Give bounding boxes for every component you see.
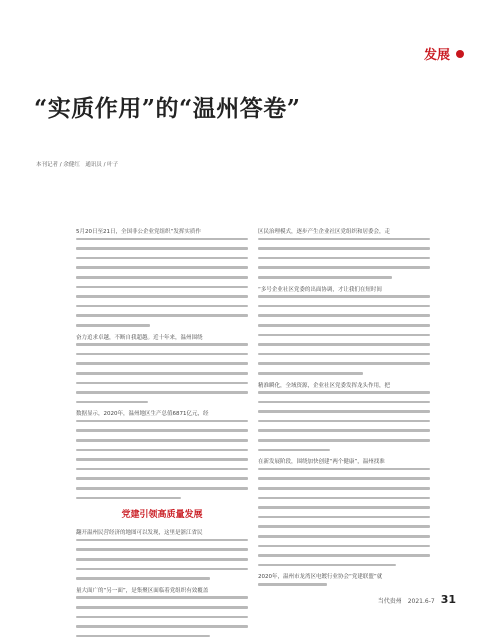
- paragraph: [76, 228, 248, 327]
- text-line: [76, 596, 248, 599]
- text-line: [76, 382, 248, 385]
- body-column-right: [258, 228, 430, 593]
- text-line: [76, 276, 248, 279]
- text-line: [258, 362, 430, 365]
- paragraph: [258, 286, 430, 375]
- text-line: [76, 558, 248, 561]
- text-line: [76, 548, 248, 551]
- text-line: [76, 257, 248, 260]
- text-line: [76, 391, 248, 394]
- text-line: [76, 449, 248, 452]
- paragraph-lead: 在新发展阶段，围绕加快创建“两个健康”，温州找准: [258, 459, 385, 466]
- article-title: “实质作用”的“温州答卷”: [34, 95, 301, 122]
- text-line: [76, 420, 248, 423]
- text-line: [258, 372, 363, 375]
- text-line: [76, 539, 248, 542]
- page-footer: [378, 593, 456, 606]
- paragraph: [76, 587, 248, 638]
- paragraph-lead: 奋力追求卓越，不断自我超越。近十年来，温州围绕: [76, 334, 203, 341]
- text-line: [258, 439, 430, 442]
- text-line: [258, 516, 430, 519]
- text-line: [258, 535, 430, 538]
- text-line: [76, 577, 210, 580]
- paragraph-lead: 量大面广的“另一面”，是集聚区面临着党组织有效覆盖: [76, 587, 209, 594]
- text-line: [76, 439, 248, 442]
- text-line: [76, 487, 248, 490]
- text-line: [258, 324, 430, 327]
- text-line: [76, 305, 248, 308]
- text-line: [258, 266, 430, 269]
- text-line: [76, 324, 150, 327]
- text-line: [76, 286, 248, 289]
- body-column-left: [76, 228, 248, 644]
- paragraph: [258, 458, 430, 566]
- page-number: 31: [440, 593, 456, 606]
- text-line: [76, 295, 248, 298]
- text-line: [76, 497, 181, 500]
- text-line: [76, 625, 248, 628]
- section-label: 发展: [423, 48, 450, 63]
- section-dot-icon: [456, 50, 464, 58]
- text-line: [76, 238, 248, 241]
- paragraph-lead: 5月20日至21日，全国非公企业党组织“发挥实质作: [76, 229, 201, 235]
- text-line: [76, 362, 248, 365]
- text-line: [76, 606, 248, 609]
- text-line: [76, 568, 248, 571]
- paragraph: [76, 410, 248, 499]
- text-line: [258, 353, 430, 356]
- text-line: [258, 305, 430, 308]
- paragraph: [76, 334, 248, 404]
- text-line: [258, 554, 430, 557]
- article-byline: 本刊记者 / 余健红 通讯员 / 叶子: [36, 162, 119, 168]
- text-line: [258, 477, 430, 480]
- text-line: [76, 635, 210, 638]
- text-line: [258, 391, 430, 394]
- text-line: [258, 468, 430, 471]
- text-line: [258, 525, 430, 528]
- text-line: [258, 564, 396, 567]
- paragraph-lead: 区民治理模式，逐步产生企业社区党组织和居委会，走: [258, 229, 391, 235]
- text-line: [258, 497, 430, 500]
- text-line: [76, 314, 248, 317]
- text-line: [76, 468, 248, 471]
- paragraph-lead: 精准瞬化，全域资源，企业社区党委发挥龙头作用，把: [258, 382, 391, 389]
- paragraph: [258, 228, 430, 279]
- paragraph-lead: 翻开温州民营经济的地图可以发现，这里是浙江省民: [76, 530, 203, 537]
- text-line: [76, 477, 248, 480]
- text-line: [258, 314, 430, 317]
- text-line: [76, 247, 248, 250]
- paragraph-lead: “多号企业社区党委的出面协调，才让我们在短时间: [258, 286, 382, 293]
- text-line: [258, 420, 430, 423]
- text-line: [258, 545, 430, 548]
- text-line: [258, 257, 430, 260]
- text-line: [258, 583, 327, 586]
- text-line: [258, 487, 430, 490]
- text-line: [258, 401, 430, 404]
- text-line: [258, 247, 430, 250]
- text-line: [76, 429, 248, 432]
- text-line: [76, 458, 248, 461]
- issue-date: 2021.6-7: [407, 598, 435, 605]
- text-line: [258, 276, 392, 279]
- text-line: [76, 372, 248, 375]
- text-line: [258, 295, 430, 298]
- text-line: [76, 343, 248, 346]
- paragraph: [76, 529, 248, 580]
- paragraph: [258, 382, 430, 452]
- text-line: [258, 334, 430, 337]
- paragraph-lead: 数据显示，2020年，温州地区生产总值6871亿元，经: [76, 411, 209, 418]
- text-line: [258, 449, 330, 452]
- section-tag: [424, 44, 464, 63]
- paragraph-lead: 2020年，温州市龙湾区电镀行业协会“党建联盟”就: [258, 574, 383, 581]
- text-line: [76, 353, 248, 356]
- section-subheading: 党建引领高质量发展: [121, 510, 203, 521]
- publication-name: 当代贵州: [377, 598, 402, 605]
- text-line: [76, 401, 148, 404]
- text-line: [258, 238, 430, 241]
- paragraph: [258, 573, 430, 585]
- text-line: [258, 429, 430, 432]
- text-line: [258, 506, 430, 509]
- text-line: [76, 266, 248, 269]
- text-line: [258, 410, 430, 413]
- text-line: [258, 343, 430, 346]
